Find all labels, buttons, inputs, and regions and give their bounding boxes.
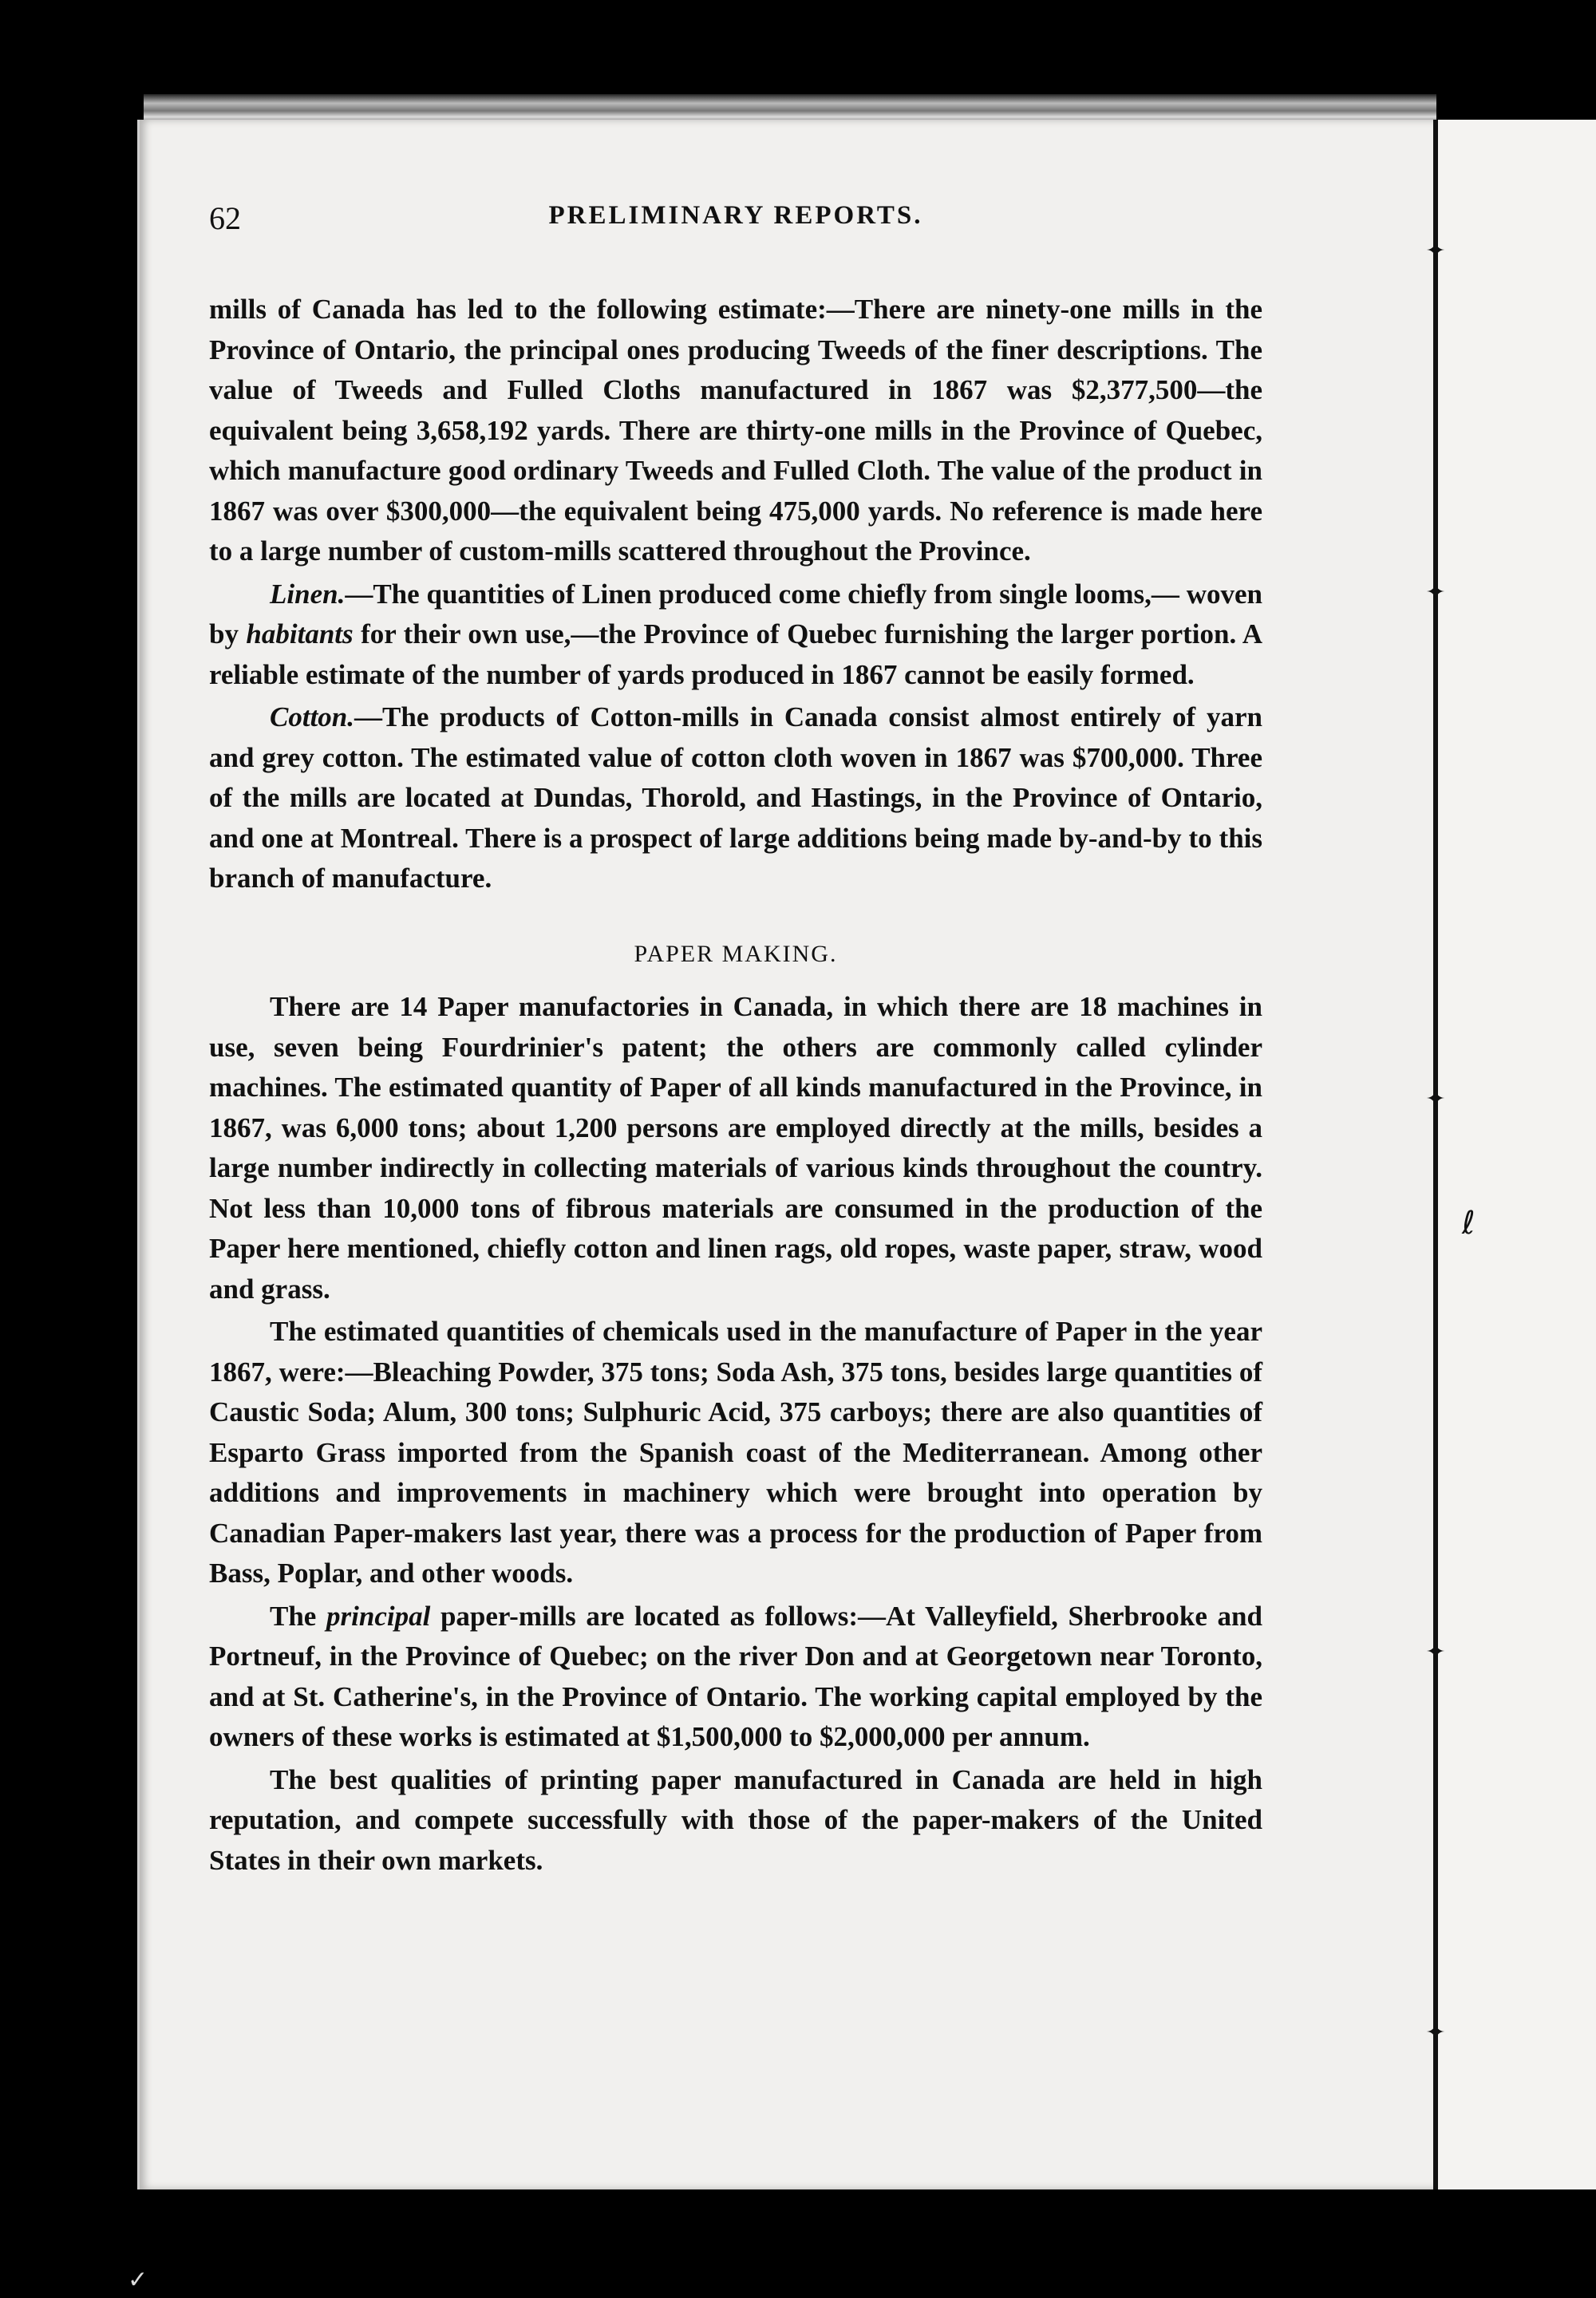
- chemicals-paragraph: The estimated quantities of chemicals used in the manufacture of Paper in the year 1867, were:—Bleaching Powder, 375 tons; Soda Ash, 375 tons, besides large quantities of Caustic Soda; Alum, 300 tons; Sulphuric Acid, 375 carboys; there are also quantities of Esparto Grass imported from the Spanish coast of the Mediterranean. Among other additions and improvements in machinery which were brought into operation by Canadian Paper-makers last year, there was a process for the production of Paper from Bass, Poplar, and other woods.: [209, 1316, 1262, 1589]
- printing-paper-paragraph: The best qualities of printing paper manufactured in Canada are held in high reputation, and compete successfully with those of the paper-makers of the United States in their own markets.: [209, 1763, 1262, 1876]
- cotton-label: Cotton.: [270, 701, 355, 732]
- right-page-edge: [1438, 120, 1596, 2189]
- running-head: [209, 199, 1262, 239]
- principal-term: principal: [326, 1600, 431, 1632]
- page-body: [209, 290, 1262, 1881]
- linen-label: Linen.: [270, 578, 346, 610]
- paper-manufactories-paragraph: There are 14 Paper manufactories in Canada, in which there are 18 machines in use, seven being Fourdrinier's patent; the others are commonly called cylinder machines. The estimated quantity of Paper of all kinds manufactured in the Province, in 1867, was 6,000 tons; about 1,200 persons are employed directly at the mills, besides a large number indirectly in collecting materials of various kinds throughout the country. Not less than 10,000 tons of fibrous materials are consumed in the production of the Paper here mentioned, chiefly cotton and linen rags, old ropes, waste paper, straw, wood and grass.: [209, 991, 1262, 1305]
- page-number: 62: [209, 200, 241, 236]
- ink-speck-icon: ℓ: [1462, 1205, 1476, 1242]
- binding-mark-icon: ✦: [1425, 1638, 1446, 1666]
- paper-mills-locations-paragraph: The principal paper-mills are located as follows:—At Valleyfield, Sherbrooke and Portneuf, in the Province of Quebec; on the river Don and at Georgetown near Toronto, and at St. Catherine's, in the Province of Ontario. The working capital employed by the owners of these works is estimated at $1,500,000 to $2,000,000 per annum.: [209, 1600, 1262, 1752]
- ink-speck-icon: ✓: [128, 2266, 148, 2294]
- binding-mark-icon: ✦: [1425, 578, 1446, 606]
- linen-paragraph: Linen.—The quantities of Linen produced come chiefly from single looms,— woven by habitants for their own use,—the Province of Quebec furnishing the larger portion. A reliable estimate of the number of yards produced in 1867 cannot be easily formed.: [209, 578, 1262, 690]
- binding-mark-icon: ✦: [1425, 237, 1446, 265]
- cotton-paragraph: Cotton.—The products of Cotton-mills in Canada consist almost entirely of yarn and grey cotton. The estimated value of cotton cloth woven in 1867 was $700,000. Three of the mills are located at Dundas, Thorold, and Hastings, in the Province of Ontario, and one at Montreal. There is a prospect of large additions being made by-and-by to this branch of manufacture.: [209, 701, 1262, 894]
- habitants-term: habitants: [246, 618, 354, 650]
- woollen-mills-paragraph: mills of Canada has led to the following estimate:—There are ninety-one mills in the Province of Ontario, the principal ones producing Tweeds of the finer descriptions. The value of Tweeds and Fulled Cloths manufactured in 1867 was $2,377,500—the equivalent being 3,658,192 yards. There are thirty-one mills in the Province of Quebec, which manufacture good ordinary Tweeds and Fulled Cloth. The value of the product in 1867 was over $300,000—the equivalent being 475,000 yards. No reference is made here to a large number of custom-mills scattered throughout the Province.: [209, 294, 1262, 567]
- running-head-title: PRELIMINARY REPORTS.: [548, 201, 923, 230]
- binding-mark-icon: ✦: [1425, 2019, 1446, 2047]
- paper-making-heading: PAPER MAKING.: [634, 940, 838, 967]
- binding-mark-icon: ✦: [1425, 1085, 1446, 1113]
